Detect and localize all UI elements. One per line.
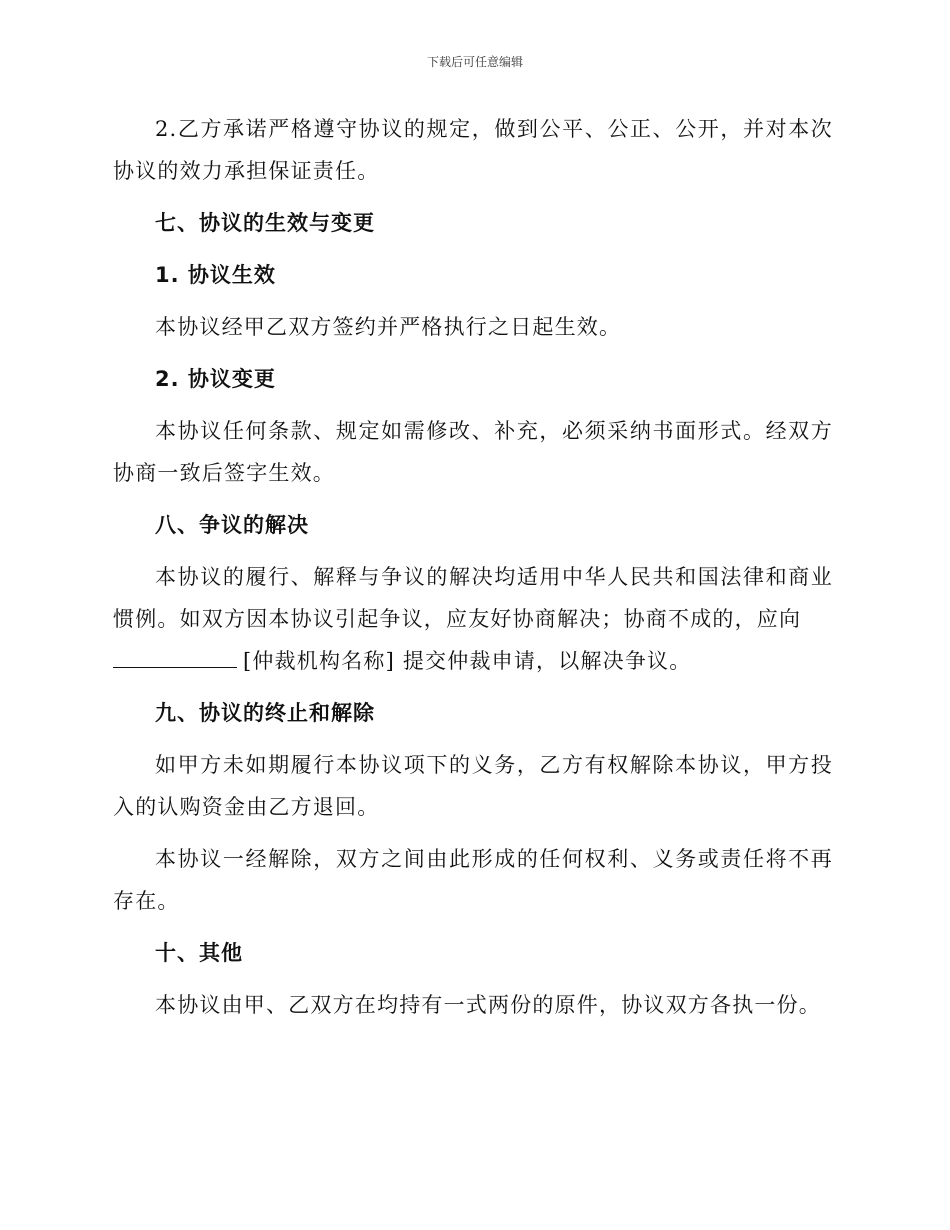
paragraph-terminate-1: 如甲方未如期履行本协议项下的义务，乙方有权解除本协议，甲方投入的认购资金由乙方退回。	[113, 753, 833, 819]
heading-section-seven: 七、协议的生效与变更	[155, 211, 375, 235]
heading-section-ten: 十、其他	[155, 941, 243, 965]
paragraph-guarantee: 2.乙方承诺严格遵守协议的规定，做到公平、公正、公开，并对本次协议的效力承担保证责任。	[113, 117, 833, 183]
heading-section-eight: 八、争议的解决	[155, 513, 309, 537]
heading-agreement-effect: 1. 协议生效	[155, 263, 276, 287]
paragraph-effect: 本协议经甲乙双方签约并严格执行之日起生效。	[155, 315, 622, 339]
document-body	[113, 108, 833, 1036]
paragraph-dispute-text: 本协议的履行、解释与争议的解决均适用中华人民共和国法律和商业惯例。如双方因本协议引起争议，应友好协商解决；协商不成的，应向	[113, 565, 833, 631]
paragraph-terminate-2: 本协议一经解除，双方之间由此形成的任何权利、义务或责任将不再存在。	[113, 847, 833, 913]
heading-section-nine: 九、协议的终止和解除	[155, 701, 375, 725]
paragraph-dispute-continued	[113, 640, 833, 682]
paragraph-dispute-text-2: [仲裁机构名称] 提交仲裁申请，以解决争议。	[243, 649, 692, 673]
arbitration-blank-line	[113, 647, 237, 668]
paragraph-other: 本协议由甲、乙双方在均持有一式两份的原件，协议双方各执一份。	[155, 993, 821, 1017]
paragraph-change: 本协议任何条款、规定如需修改、补充，必须采纳书面形式。经双方协商一致后签字生效。	[113, 419, 833, 485]
page-header: 下载后可任意编辑	[426, 55, 523, 69]
heading-agreement-change: 2. 协议变更	[155, 367, 276, 391]
paragraph-dispute	[113, 556, 833, 640]
